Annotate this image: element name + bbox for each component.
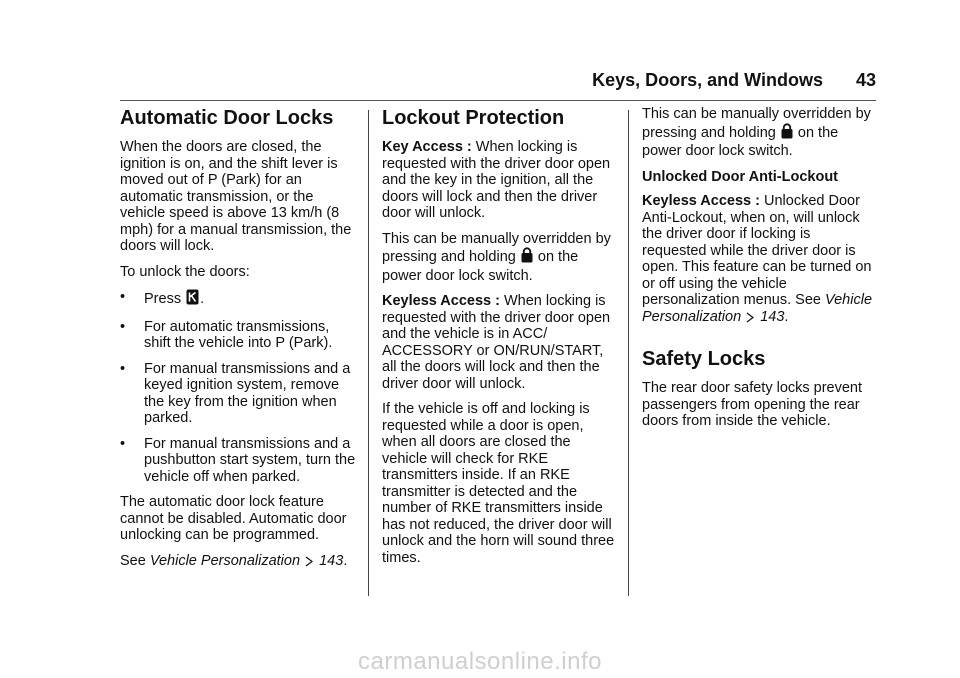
bullet: •	[120, 435, 126, 452]
bullet-text: For manual transmissions and a pushbutton start system, turn the vehicle off when parked.	[144, 435, 356, 485]
override-text-end: on the power door lock switch.	[382, 249, 579, 284]
keyless-access-text: When locking is requested with the driver door open and the vehicle is in ACC/ ACCESSORY or ON/RUN/START, all the doors will lock and then the driver door will unlock.	[382, 293, 611, 392]
label-keyless-access: Keyless Access :	[382, 293, 500, 309]
override-text: This can be manually overridden by pressing and holding	[642, 106, 871, 141]
list-item	[120, 289, 356, 310]
unlock-key-icon	[186, 289, 199, 310]
page-reference-arrow-icon	[746, 311, 755, 328]
bullet: •	[120, 318, 126, 335]
paragraph-see-reference	[120, 553, 356, 572]
page-reference-arrow-icon	[305, 555, 314, 572]
label-key-access: Key Access :	[382, 139, 472, 155]
page-number: 43	[855, 70, 876, 90]
column-anti-lockout-safety	[642, 106, 878, 439]
column-lockout-protection	[382, 106, 618, 575]
cross-reference-link[interactable]: Vehicle Personalization	[642, 292, 873, 325]
override-text-end: on the power door lock switch.	[642, 124, 839, 159]
paragraph-manual-override	[642, 106, 878, 160]
paragraph-to-unlock: To unlock the doors:	[120, 263, 250, 280]
see-text: See	[120, 552, 150, 569]
lock-key-icon	[781, 123, 793, 144]
bullet-text: Press	[144, 291, 186, 307]
heading-automatic-door-locks: Automatic Door Locks	[120, 107, 334, 129]
keyless-anti-lockout-text: Unlocked Door Anti-Lockout, when on, will unlock the driver door if locking is requested while the driver door is open. This feature can be turned on or off using the vehicle personalization menus. See	[642, 193, 872, 308]
paragraph-cannot-disable: The automatic door lock feature cannot be disabled. Automatic door unlocking can be programmed.	[120, 494, 347, 543]
paragraph-keyless-anti-lockout	[642, 193, 878, 327]
key-access-text: When locking is requested with the driver door open and the key in the ignition, all the doors will lock and then the driver door will unlock.	[382, 139, 611, 221]
list-item	[120, 436, 356, 486]
see-text-end: .	[343, 552, 348, 569]
subheading-unlocked-door-anti-lockout: Unlocked Door Anti-Lockout	[642, 168, 839, 185]
column-divider	[628, 110, 629, 596]
column-divider	[368, 110, 369, 596]
cross-reference-page[interactable]: 143	[319, 552, 344, 569]
override-text: This can be manually overridden by pressing and holding	[382, 230, 611, 265]
list-item	[120, 361, 356, 427]
bullet: •	[120, 360, 126, 377]
bullet-text: For automatic transmissions, shift the vehicle into P (Park).	[144, 318, 333, 351]
list-item	[120, 319, 356, 352]
bullet-text-end: .	[200, 291, 205, 307]
label-keyless-access: Keyless Access :	[642, 193, 760, 209]
section-title: Keys, Doors, and Windows	[592, 70, 823, 90]
cross-reference-link[interactable]: Vehicle Personalization	[149, 552, 301, 569]
bullet: •	[120, 289, 126, 305]
cross-reference-page[interactable]: 143	[760, 308, 785, 325]
heading-lockout-protection: Lockout Protection	[382, 107, 565, 129]
heading-safety-locks: Safety Locks	[642, 348, 766, 370]
watermark: carmanualsonline.info	[358, 648, 602, 675]
see-text-end: .	[784, 308, 789, 325]
paragraph-keyless-access	[382, 293, 618, 392]
paragraph-auto-lock-conditions: When the doors are closed, the ignition is on, and the shift lever is moved out of P (Park) for an automatic transmission, or the vehicle speed is above 13 km/h (8 mph) for a manual transmission, the doors will lock.	[120, 139, 352, 254]
page-header	[120, 66, 876, 101]
paragraph-vehicle-off: If the vehicle is off and locking is requested while a door is open, when all doors are closed the vehicle will check for RKE transmitters inside. If an RKE transmitter is detected and the number of RKE transmitters inside has not reduced, the driver door will unlock and the horn will sound three times.	[382, 401, 615, 566]
column-automatic-door-locks	[120, 106, 356, 580]
paragraph-safety-locks: The rear door safety locks prevent passengers from opening the rear doors from inside the vehicle.	[642, 380, 863, 429]
paragraph-manual-override	[382, 231, 618, 285]
paragraph-key-access	[382, 139, 618, 222]
lock-key-icon	[521, 247, 533, 268]
bullet-text: For manual transmissions and a keyed ignition system, remove the key from the ignition when parked.	[144, 360, 351, 426]
